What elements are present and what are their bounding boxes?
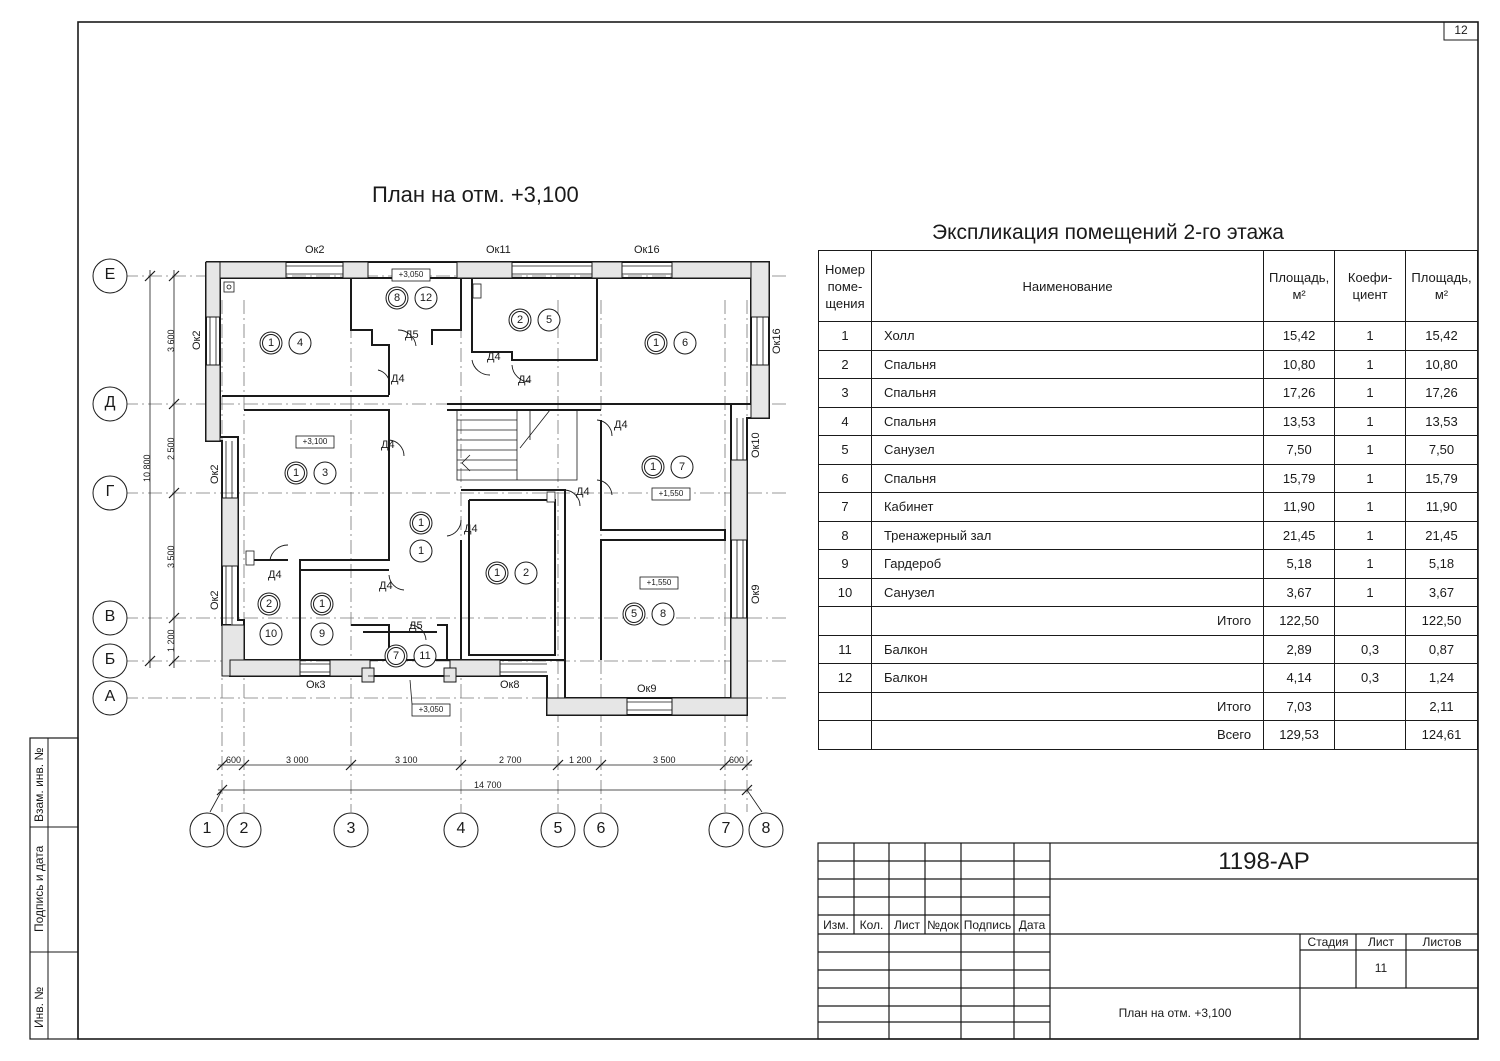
project-code: 1198-АР [1218, 848, 1310, 875]
level-label: +3,050 [418, 705, 444, 714]
door-label: Д4 [487, 351, 501, 363]
cell-total-area: 5,18 [1406, 550, 1478, 579]
stamp-stage-label: Стадия [1307, 935, 1349, 949]
cell-coef: 1 [1335, 350, 1406, 379]
cell-area: 7,03 [1264, 692, 1335, 721]
room-tag-number: 8 [659, 608, 667, 620]
cell-area: 17,26 [1264, 379, 1335, 408]
door-label: Д5 [405, 329, 419, 341]
axis-label-7: 7 [721, 820, 731, 837]
cell-total-area: 10,80 [1406, 350, 1478, 379]
cell-total-area: 0,87 [1406, 635, 1478, 664]
cell-name: Тренажерный зал [871, 521, 1263, 550]
room-tag-level: 2 [265, 598, 273, 610]
table-row [819, 635, 1478, 664]
side-label-vzam: Взам. инв. № [32, 747, 46, 822]
stamp-sheet-title: План на отм. +3,100 [1118, 1006, 1232, 1020]
cell-number: 4 [819, 407, 872, 436]
cell-number: 5 [819, 436, 872, 465]
window-label: Ок2 [305, 244, 325, 256]
cell-total-area: 15,42 [1406, 322, 1478, 351]
axis-label-b: Б [104, 651, 116, 668]
axis-label-6: 6 [596, 820, 606, 837]
room-tag-number: 3 [321, 467, 329, 479]
cell-number: 6 [819, 464, 872, 493]
table-row [819, 464, 1478, 493]
axis-label-d: Д [104, 394, 116, 411]
cell-name: Спальня [871, 379, 1263, 408]
cell-name: Спальня [871, 407, 1263, 436]
room-tag-number: 9 [318, 628, 326, 640]
axis-label-e: Е [104, 266, 116, 283]
dim-v-10800: 10 800 [142, 454, 152, 482]
window-label: Ок16 [771, 328, 783, 354]
cell-total-area: 2,11 [1406, 692, 1478, 721]
cell-coef: 1 [1335, 521, 1406, 550]
room-tag-number: 5 [545, 314, 553, 326]
dim-v-1200: 1 200 [166, 629, 176, 652]
cell-name: Санузел [871, 578, 1263, 607]
col-header-area: Площадь, м² [1264, 251, 1335, 322]
stamp-col-podpis: Подпись [963, 918, 1012, 932]
side-label-inv: Инв. № [32, 986, 46, 1028]
cell-name: Итого [871, 607, 1263, 636]
cell-coef: 1 [1335, 464, 1406, 493]
cell-number: 3 [819, 379, 872, 408]
cell-total-area: 3,67 [1406, 578, 1478, 607]
dim-v-3600: 3 600 [166, 329, 176, 352]
cell-coef: 1 [1335, 550, 1406, 579]
table-row [819, 521, 1478, 550]
axis-label-4: 4 [456, 820, 466, 837]
window-label: Ок10 [750, 432, 762, 458]
cell-area: 15,79 [1264, 464, 1335, 493]
cell-number: 11 [819, 635, 872, 664]
window-label: Ок9 [637, 683, 657, 695]
door-label: Д5 [409, 620, 423, 632]
cell-coef: 1 [1335, 493, 1406, 522]
cell-name: Кабинет [871, 493, 1263, 522]
axis-label-2: 2 [239, 820, 249, 837]
cell-area: 21,45 [1264, 521, 1335, 550]
room-tag-level: 1 [417, 517, 425, 529]
stamp-sheet-value: 11 [1374, 961, 1388, 975]
cell-coef: 0,3 [1335, 664, 1406, 693]
cell-name: Гардероб [871, 550, 1263, 579]
explication-title: Экспликация помещений 2-го этажа [932, 221, 1284, 244]
table-row [819, 607, 1478, 636]
level-label: +3,050 [398, 270, 424, 279]
cell-area: 15,42 [1264, 322, 1335, 351]
cell-number: 12 [819, 664, 872, 693]
cell-area: 3,67 [1264, 578, 1335, 607]
table-row [819, 550, 1478, 579]
cell-number: 10 [819, 578, 872, 607]
cell-total-area: 1,24 [1406, 664, 1478, 693]
room-tag-level: 1 [267, 337, 275, 349]
axis-label-v: В [104, 608, 116, 625]
cell-area: 4,14 [1264, 664, 1335, 693]
dim-h-1200: 1 200 [569, 755, 592, 765]
cell-coef: 1 [1335, 578, 1406, 607]
cell-number: 7 [819, 493, 872, 522]
side-label-podpis: Подпись и дата [32, 845, 46, 932]
level-label: +3,100 [302, 437, 328, 446]
col-header-name: Наименование [871, 251, 1263, 322]
cell-total-area: 21,45 [1406, 521, 1478, 550]
stamp-col-kol: Кол. [859, 918, 884, 932]
table-row [819, 322, 1478, 351]
axis-label-3: 3 [346, 820, 356, 837]
plan-title: План на отм. +3,100 [372, 182, 579, 207]
table-row [819, 379, 1478, 408]
cell-area: 2,89 [1264, 635, 1335, 664]
window-label: Ок16 [634, 244, 660, 256]
cell-number: 2 [819, 350, 872, 379]
window-label: Ок2 [209, 464, 221, 484]
window-label: Ок2 [209, 590, 221, 610]
room-tag-level: 1 [318, 598, 326, 610]
cell-number: 9 [819, 550, 872, 579]
cell-name: Спальня [871, 350, 1263, 379]
sheet-corner-number: 12 [1454, 23, 1468, 37]
stamp-sheets-label: Листов [1422, 935, 1462, 949]
window-label: Ок2 [191, 330, 203, 350]
level-boxes [296, 269, 690, 716]
table-row [819, 664, 1478, 693]
room-tag-level: 1 [493, 567, 501, 579]
cell-number [819, 607, 872, 636]
dim-h-3000: 3 000 [286, 755, 309, 765]
axis-label-5: 5 [553, 820, 563, 837]
dim-v-2500: 2 500 [166, 437, 176, 460]
door-label: Д4 [576, 486, 590, 498]
room-tag-level: 5 [630, 608, 638, 620]
cell-name: Холл [871, 322, 1263, 351]
room-tag-level: 1 [652, 337, 660, 349]
window-label: Ок11 [486, 244, 511, 256]
cell-area: 13,53 [1264, 407, 1335, 436]
room-tag-number: 1 [417, 545, 425, 557]
stairs [457, 410, 577, 480]
axis-label-8: 8 [761, 820, 771, 837]
table-row [819, 578, 1478, 607]
cell-number: 1 [819, 322, 872, 351]
cell-name: Балкон [871, 664, 1263, 693]
room-tag-number: 2 [522, 567, 530, 579]
col-header-total-area: Площадь, м² [1406, 251, 1478, 322]
axis-label-a: А [104, 688, 116, 705]
room-tag-number: 12 [419, 292, 433, 304]
window-label: Ок3 [306, 679, 326, 691]
dim-h-3100: 3 100 [395, 755, 418, 765]
explication-table [818, 250, 1478, 750]
axis-label-1: 1 [202, 820, 212, 837]
table-row [819, 692, 1478, 721]
cell-name: Санузел [871, 436, 1263, 465]
window-label: Ок8 [500, 679, 520, 691]
table-row [819, 407, 1478, 436]
stamp-col-list: Лист [893, 918, 921, 932]
cell-coef [1335, 692, 1406, 721]
col-header-coef: Коефи-циент [1335, 251, 1406, 322]
stamp-sheet-label: Лист [1367, 935, 1395, 949]
room-tag-number: 11 [419, 650, 431, 662]
window-label: Ок9 [750, 584, 762, 604]
cell-area: 7,50 [1264, 436, 1335, 465]
cell-area: 122,50 [1264, 607, 1335, 636]
level-label: +1,550 [658, 489, 684, 498]
level-label: +1,550 [646, 578, 672, 587]
table-row [819, 436, 1478, 465]
cell-name: Балкон [871, 635, 1263, 664]
cell-coef: 1 [1335, 436, 1406, 465]
cell-total-area: 13,53 [1406, 407, 1478, 436]
door-label: Д4 [464, 523, 478, 535]
table-row [819, 493, 1478, 522]
dim-v-3500: 3 500 [166, 545, 176, 568]
door-label: Д4 [268, 569, 282, 581]
cell-area: 129,53 [1264, 721, 1335, 750]
room-tag-number: 10 [264, 628, 278, 640]
cell-coef [1335, 607, 1406, 636]
stamp-col-izm: Изм. [823, 918, 849, 932]
door-label: Д4 [381, 439, 395, 451]
cell-total-area: 7,50 [1406, 436, 1478, 465]
cell-number [819, 721, 872, 750]
room-tag-level: 1 [292, 467, 300, 479]
cell-total-area: 122,50 [1406, 607, 1478, 636]
room-tag-number: 6 [681, 337, 689, 349]
cell-area: 10,80 [1264, 350, 1335, 379]
cell-area: 11,90 [1264, 493, 1335, 522]
dim-h-3500: 3 500 [653, 755, 676, 765]
cell-number [819, 692, 872, 721]
cell-name: Всего [871, 721, 1263, 750]
cell-coef [1335, 721, 1406, 750]
table-row [819, 721, 1478, 750]
dim-h-600-right: 600 [729, 755, 745, 765]
door-label: Д4 [379, 580, 393, 592]
dim-h-14700: 14 700 [474, 780, 502, 790]
room-tag-level: 7 [392, 650, 400, 662]
cell-coef: 1 [1335, 322, 1406, 351]
room-tag-level: 8 [393, 292, 401, 304]
room-tag-level: 1 [649, 461, 657, 473]
door-label: Д4 [391, 373, 405, 385]
cell-total-area: 11,90 [1406, 493, 1478, 522]
table-row [819, 350, 1478, 379]
cell-name: Спальня [871, 464, 1263, 493]
room-tag-number: 7 [678, 461, 686, 473]
room-tag-level: 2 [516, 314, 524, 326]
col-header-number: Номер поме-щения [819, 251, 872, 322]
cell-coef: 1 [1335, 407, 1406, 436]
door-label: Д4 [614, 419, 628, 431]
cell-name: Итого [871, 692, 1263, 721]
dim-h-2700: 2 700 [499, 755, 522, 765]
cell-total-area: 15,79 [1406, 464, 1478, 493]
cell-coef: 0,3 [1335, 635, 1406, 664]
axis-label-g: Г [105, 483, 115, 500]
stamp-col-ndok: №док [927, 918, 959, 932]
cell-total-area: 17,26 [1406, 379, 1478, 408]
door-label: Д4 [518, 374, 532, 386]
stamp-col-data: Дата [1018, 918, 1046, 932]
cell-area: 5,18 [1264, 550, 1335, 579]
dim-h-600-left: 600 [226, 755, 242, 765]
cell-total-area: 124,61 [1406, 721, 1478, 750]
cell-number: 8 [819, 521, 872, 550]
room-tag-number: 4 [296, 337, 304, 349]
cell-coef: 1 [1335, 379, 1406, 408]
